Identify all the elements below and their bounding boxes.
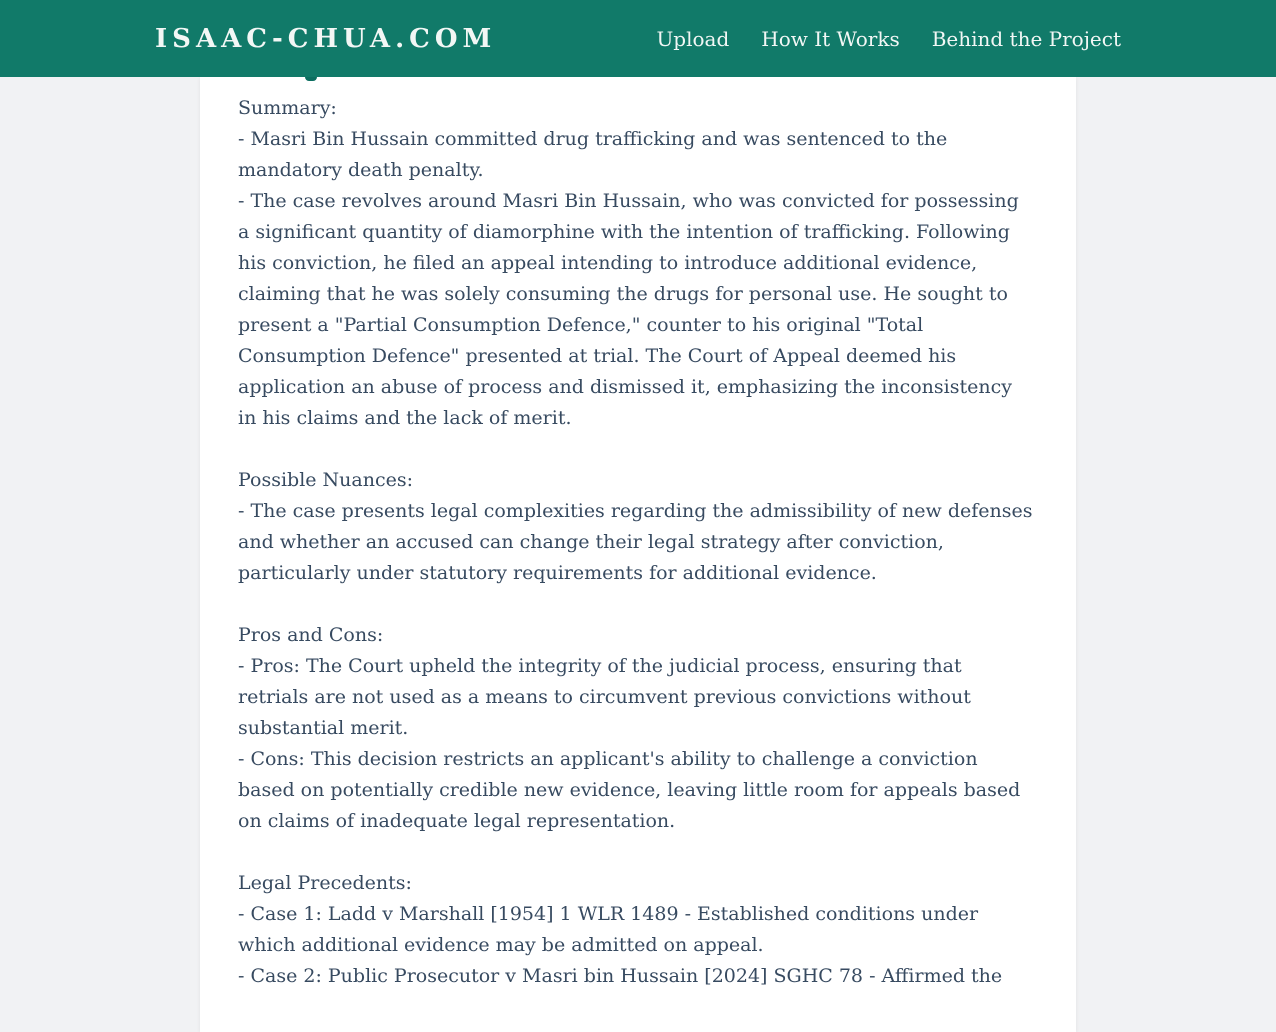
nav-how-it-works[interactable]: How It Works [761,26,900,51]
section-item: - Cons: This decision restricts an applicant's ability to challenge a conviction based on potentially credible new evidence, leaving little room for appeals based on claims of inadequate legal representation. [238,748,1021,832]
section-item: - Pros: The Court upheld the integrity of the judicial process, ensuring that retrials are not used as a means to circumvent previous convictions without substantial merit. [238,655,971,739]
nav-behind-the-project[interactable]: Behind the Project [931,26,1121,51]
section-heading: Legal Precedents: [238,872,412,894]
site-header [0,0,1276,77]
case-summary-card [200,77,1076,1032]
summary-section [238,93,1036,434]
section-item: - The case revolves around Masri Bin Hussain, who was convicted for possessing a significant quantity of diamorphine with the intention of trafficking. Following his conviction, he filed an appeal intending to introduce additional evidence, claiming that he was solely consuming the drugs for personal use. He sought to present a "Partial Consumption Defence," counter to his original "Total Consumption Defence" presented at trial. The Court of Appeal deemed his application an abuse of process and dismissed it, emphasizing the inconsistency in his claims and the lack of merit. [238,190,1019,429]
pros-and-cons-section [238,620,1036,837]
section-heading: Pros and Cons: [238,624,384,646]
main-nav [656,27,1121,51]
case-summary-text [238,93,1036,992]
nav-upload[interactable]: Upload [656,26,730,51]
header-inner [155,0,1121,77]
possible-nuances-section [238,465,1036,589]
section-item: - Case 2: Public Prosecutor v Masri bin Hussain [2024] SGHC 78 - Affirmed the [238,965,1003,987]
section-heading: Summary: [238,97,337,119]
section-item: - The case presents legal complexities regarding the admissibility of new defenses and whether an accused can change their legal strategy after conviction, particularly under statutory requirements for additional evidence. [238,500,1033,584]
section-heading: Possible Nuances: [238,469,414,491]
site-logo[interactable]: ISAAC-CHUA.COM [155,23,497,54]
legal-precedents-section [238,868,1036,992]
section-item: - Masri Bin Hussain committed drug trafficking and was sentenced to the mandatory death penalty. [238,128,948,181]
clipped-heading-descender [305,77,317,81]
section-item: - Case 1: Ladd v Marshall [1954] 1 WLR 1489 - Established conditions under which additional evidence may be admitted on appeal. [238,903,979,956]
